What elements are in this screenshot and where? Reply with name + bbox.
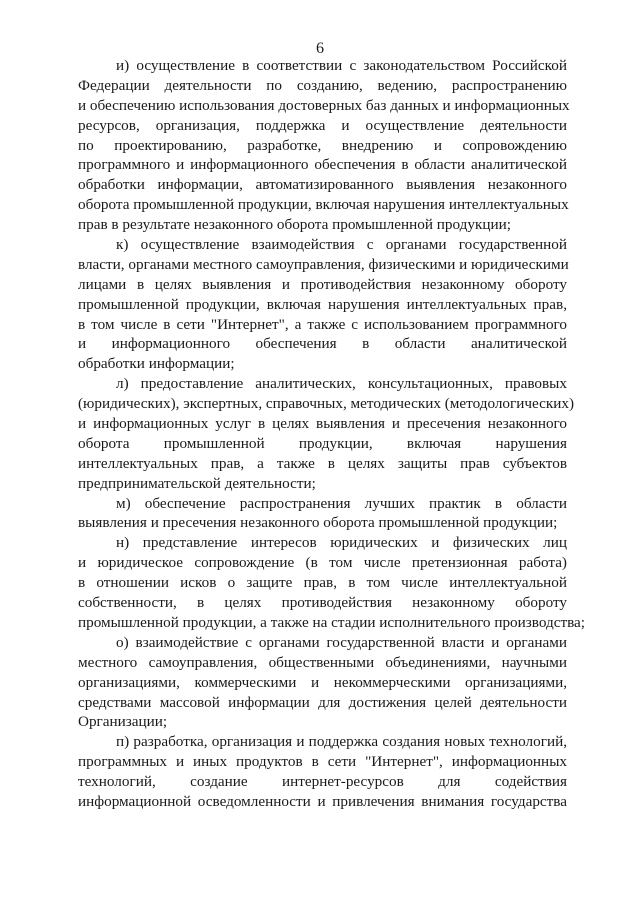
paragraph-l (78, 374, 575, 493)
text-line: в отношении исков о защите прав, в том числе интеллектуальной (78, 574, 567, 592)
paragraph-o (78, 633, 567, 732)
text-line: и информационного обеспечения в области аналитической (78, 335, 567, 353)
text-line: п) разработка, организация и поддержка создания новых технологий, (116, 733, 567, 751)
text-line: прав в результате незаконного оборота промышленной продукции; (78, 216, 511, 234)
text-line: организациями, коммерческими и некоммерческими организациями, (78, 673, 567, 691)
text-line: ресурсов, организация, поддержка и осуществление деятельности (78, 116, 567, 134)
paragraph-k (78, 235, 567, 374)
text-line: в том числе в сети "Интернет", а также с использованием программного (78, 315, 567, 333)
paragraph-n (78, 533, 586, 632)
text-line: технологий, создание интернет-ресурсов для содействия (78, 773, 567, 791)
text-line: выявления и пресечения незаконного оборота промышленной продукции; (78, 514, 558, 532)
text-line: Организации; (78, 713, 168, 731)
text-line: о) взаимодействие с органами государственной власти и органами (116, 633, 567, 651)
document-body (78, 56, 586, 812)
text-line: к) осуществление взаимодействия с органами государственной (116, 236, 567, 254)
page-number: 6 (316, 40, 324, 57)
paragraph-p (78, 732, 567, 812)
text-line: л) предоставление аналитических, консультационных, правовых (116, 375, 567, 393)
text-line: информационной осведомленности и привлечения внимания государства (78, 792, 567, 810)
text-line: оборота промышленной продукции, включая нарушения (78, 434, 567, 452)
text-line: интеллектуальных прав, а также в целях защиты прав субъектов (78, 454, 567, 472)
text-line: н) представление интересов юридических и физических лиц (116, 534, 567, 552)
paragraph-m (78, 494, 567, 534)
text-line: Федерации деятельности по созданию, ведению, распространению (78, 76, 567, 94)
text-line: промышленной продукции, включая нарушения интеллектуальных прав, (78, 295, 567, 313)
text-line: программного и информационного обеспечения в области аналитической (78, 156, 567, 174)
text-line: и обеспечению использования достоверных баз данных и информационных (78, 96, 570, 114)
text-line: власти, органами местного самоуправления, физическими и юридическими (78, 255, 569, 273)
text-line: предпринимательской деятельности; (78, 474, 316, 492)
text-line: программных и иных продуктов в сети "Интернет", информационных (78, 753, 567, 771)
text-line: собственности, в целях противодействия незаконному обороту (78, 594, 567, 612)
text-line: лицами в целях выявления и противодействия незаконному обороту (78, 275, 567, 293)
text-line: оборота промышленной продукции, включая нарушения интеллектуальных (78, 196, 569, 214)
text-line: и информационных услуг в целях выявления и пресечения незаконного (78, 415, 567, 433)
text-line: средствами массовой информации для достижения целей деятельности (78, 693, 567, 711)
text-line: обработки информации; (78, 355, 235, 373)
text-line: по проектированию, разработке, внедрению и сопровождению (78, 136, 567, 154)
text-line: и юридическое сопровождение (в том числе претензионная работа) (78, 554, 567, 572)
text-line: м) обеспечение распространения лучших практик в области (116, 494, 567, 512)
paragraph-i (78, 56, 570, 235)
text-line: обработки информации, автоматизированного выявления незаконного (78, 176, 567, 194)
text-line: промышленной продукции, а также на стадии исполнительного производства; (78, 613, 586, 631)
text-line: местного самоуправления, общественными объединениями, научными (78, 653, 567, 671)
text-line: и) осуществление в соответствии с законодательством Российской (116, 57, 567, 74)
text-line: (юридических), экспертных, справочных, методических (методологических) (78, 395, 575, 413)
